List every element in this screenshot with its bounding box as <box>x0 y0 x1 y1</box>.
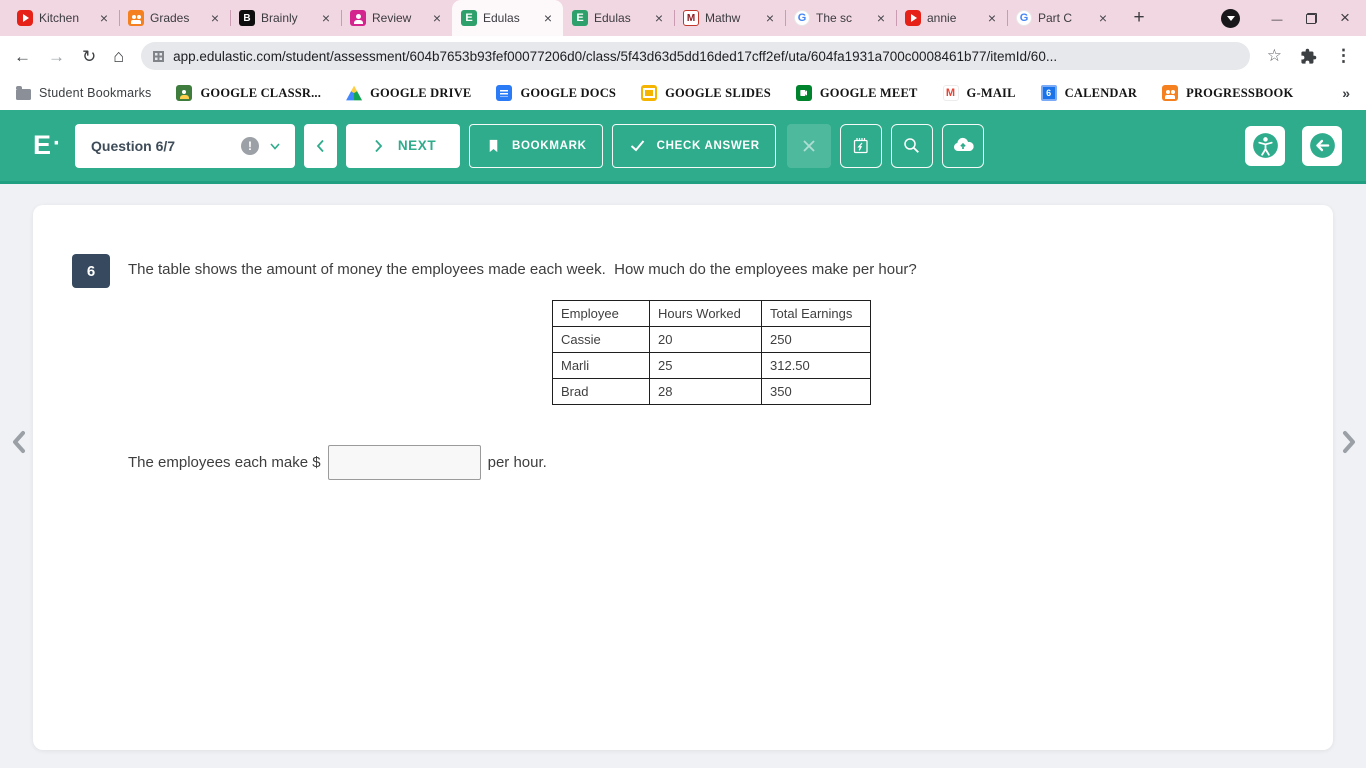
window-controls <box>1213 0 1366 36</box>
table-cell: 350 <box>762 379 871 405</box>
tab-close-icon[interactable] <box>984 10 1000 26</box>
brainly-icon <box>239 10 255 26</box>
table-cell: 28 <box>650 379 762 405</box>
bookmark-google-slides[interactable] <box>641 85 771 101</box>
url-text: app.edulastic.com/student/assessment/604b7653b93fef00077206d0/class/5f43d63d5dd16ded17cff2ef/uta/604fa1931a700c0008461b77/itemId/60... <box>173 48 1058 64</box>
chevron-left-icon <box>313 137 329 155</box>
tab-edulastic-active[interactable] <box>452 0 563 36</box>
bookmark-label: PROGRESSBOOK <box>1186 85 1294 100</box>
youtube-icon <box>905 10 921 26</box>
forward-button[interactable] <box>48 48 65 65</box>
docs-icon <box>496 85 512 101</box>
gmail-icon <box>943 85 959 101</box>
answer-suffix-text: per hour. <box>487 454 547 471</box>
tab-close-icon[interactable] <box>207 10 223 26</box>
chevron-right-icon <box>370 137 386 155</box>
table-header: Total Earnings <box>762 301 871 327</box>
tab-title: Mathw <box>705 11 741 25</box>
google-icon <box>794 10 810 26</box>
table-cell: 20 <box>650 327 762 353</box>
tab-part-c[interactable] <box>1007 0 1118 36</box>
accessibility-icon <box>1252 132 1279 159</box>
bookmark-label: GOOGLE DOCS <box>520 85 617 100</box>
progressbook-icon <box>128 10 144 26</box>
tab-title: Review <box>372 11 412 25</box>
tab-title: Edulas <box>594 11 631 25</box>
edulastic-icon <box>572 10 588 26</box>
tab-title: Kitchen <box>39 11 80 25</box>
tab-close-icon[interactable] <box>651 10 667 26</box>
bookmark-label: GOOGLE SLIDES <box>665 85 771 100</box>
toolbar-right-group <box>1245 126 1342 166</box>
bookmark-label: GOOGLE DRIVE <box>370 85 472 100</box>
table-row <box>553 379 871 405</box>
bookmark-question-button[interactable] <box>469 124 603 168</box>
magnifier-button[interactable] <box>891 124 933 168</box>
answer-prefix-text: The employees each make $ <box>128 454 321 471</box>
table-header: Hours Worked <box>650 301 762 327</box>
close-window-button[interactable] <box>1328 0 1362 36</box>
tab-close-icon[interactable] <box>762 10 778 26</box>
address-bar <box>0 36 1366 76</box>
classroom-icon <box>176 85 192 101</box>
question-selector-label: Question 6/7 <box>91 137 176 154</box>
bookmark-student-bookmarks[interactable] <box>16 86 151 100</box>
mathway-icon <box>683 10 699 26</box>
chevron-right-icon <box>1339 429 1359 455</box>
browser-menu-icon[interactable] <box>1335 46 1352 66</box>
bookmark-label: Student Bookmarks <box>39 86 152 100</box>
bookmark-google-meet[interactable] <box>796 85 918 101</box>
earnings-table <box>552 300 871 405</box>
next-item-chevron[interactable] <box>1336 427 1362 457</box>
tab-title: Grades <box>150 11 190 25</box>
tab-kitchen[interactable] <box>8 0 119 36</box>
edulastic-logo: E · <box>33 132 61 159</box>
tab-brainly[interactable] <box>230 0 341 36</box>
edulastic-icon <box>461 10 477 26</box>
question-text: The table shows the amount of money the employees made each week. How much do the employees make per hour? <box>128 261 917 278</box>
slides-icon <box>641 85 657 101</box>
assessment-content <box>0 184 1366 768</box>
question-selector-dropdown[interactable] <box>75 124 295 168</box>
check-answer-button[interactable] <box>612 124 776 168</box>
edulastic-toolbar <box>0 110 1366 184</box>
tab-annie[interactable] <box>896 0 1007 36</box>
meet-icon <box>796 85 812 101</box>
table-cell: 312.50 <box>762 353 871 379</box>
exit-assessment-button[interactable] <box>1302 126 1342 166</box>
bookmark-star-icon[interactable] <box>1267 46 1282 66</box>
table-header: Employee <box>553 301 650 327</box>
clear-answer-button-disabled <box>787 124 831 168</box>
table-row <box>553 353 871 379</box>
browser-tab-strip <box>0 0 1366 36</box>
extensions-icon[interactable] <box>1300 48 1317 65</box>
previous-item-chevron[interactable] <box>6 427 32 457</box>
home-button[interactable] <box>113 47 124 65</box>
arrow-left-circle-icon <box>1309 132 1336 159</box>
calendar-icon <box>1041 85 1057 101</box>
person-icon <box>350 10 366 26</box>
answer-input[interactable] <box>328 445 481 480</box>
check-icon <box>628 137 647 154</box>
table-cell: Marli <box>553 353 650 379</box>
progressbook-icon <box>1162 85 1178 101</box>
address-bar-actions <box>1267 46 1352 66</box>
minimize-button[interactable] <box>1260 0 1294 36</box>
bookmark-calendar[interactable] <box>1041 85 1137 101</box>
reload-button[interactable] <box>82 48 96 65</box>
youtube-icon <box>17 10 33 26</box>
bookmark-google-drive[interactable] <box>346 85 471 101</box>
tab-the-sc[interactable] <box>785 0 896 36</box>
table-cell: Brad <box>553 379 650 405</box>
question-number-badge: 6 <box>72 254 110 288</box>
table-cell: 250 <box>762 327 871 353</box>
bookmark-label: CALENDAR <box>1064 85 1138 100</box>
tab-review[interactable] <box>341 0 452 36</box>
question-card <box>33 205 1333 750</box>
tab-close-icon[interactable] <box>540 10 556 26</box>
new-tab-button[interactable] <box>1124 3 1154 33</box>
table-cell: 25 <box>650 353 762 379</box>
tab-close-icon[interactable] <box>318 10 334 26</box>
tab-close-icon[interactable] <box>429 10 445 26</box>
bookmark-google-classroom[interactable] <box>176 85 321 101</box>
answer-row <box>128 445 547 480</box>
attempt-status-icon <box>241 137 259 155</box>
back-button[interactable] <box>14 48 31 65</box>
tab-close-icon[interactable] <box>96 10 112 26</box>
tab-close-icon[interactable] <box>873 10 889 26</box>
calculator-icon <box>849 134 872 157</box>
table-header-row <box>553 301 871 327</box>
check-answer-button-label: CHECK ANSWER <box>656 139 760 152</box>
tab-mathway[interactable] <box>674 0 785 36</box>
bookmarks-bar <box>0 76 1366 110</box>
bookmark-button-label: BOOKMARK <box>512 139 587 152</box>
tab-search-button[interactable] <box>1221 9 1240 28</box>
calculator-button[interactable] <box>840 124 882 168</box>
accessibility-button[interactable] <box>1245 126 1285 166</box>
magnifier-icon <box>900 134 923 157</box>
restore-icon <box>1306 13 1317 24</box>
tab-title: The sc <box>816 11 853 25</box>
chevron-down-icon <box>267 138 283 154</box>
bookmark-label: GOOGLE MEET <box>819 85 918 100</box>
bookmark-progressbook[interactable] <box>1162 85 1293 101</box>
tab-title: annie <box>927 11 957 25</box>
url-input[interactable] <box>141 42 1250 70</box>
cloud-upload-icon <box>951 134 975 158</box>
tab-edulastic-2[interactable] <box>563 0 674 36</box>
tab-title: Edulas <box>483 11 520 25</box>
table-row <box>553 327 871 353</box>
bookmark-label: GOOGLE CLASSR... <box>200 85 322 100</box>
bookmark-flag-icon <box>485 137 502 155</box>
next-button-label: NEXT <box>397 138 437 153</box>
tab-close-icon[interactable] <box>1095 10 1111 26</box>
bookmarks-overflow-icon[interactable] <box>1342 85 1350 101</box>
site-info-icon[interactable] <box>153 51 164 62</box>
tab-title: Part C <box>1038 11 1073 25</box>
previous-question-button[interactable] <box>304 124 337 168</box>
tab-title: Brainly <box>261 11 298 25</box>
bookmark-google-docs[interactable] <box>496 85 616 101</box>
tab-grades[interactable] <box>119 0 230 36</box>
chevron-left-icon <box>9 429 29 455</box>
table-cell: Cassie <box>553 327 650 353</box>
google-icon <box>1016 10 1032 26</box>
next-question-button[interactable] <box>346 124 460 168</box>
restore-button[interactable] <box>1294 0 1328 36</box>
folder-icon <box>16 89 31 100</box>
close-icon <box>799 136 819 156</box>
drive-icon <box>346 85 362 101</box>
upload-button[interactable] <box>942 124 984 168</box>
bookmark-gmail[interactable] <box>943 85 1016 101</box>
bookmark-label: G-MAIL <box>966 85 1016 100</box>
